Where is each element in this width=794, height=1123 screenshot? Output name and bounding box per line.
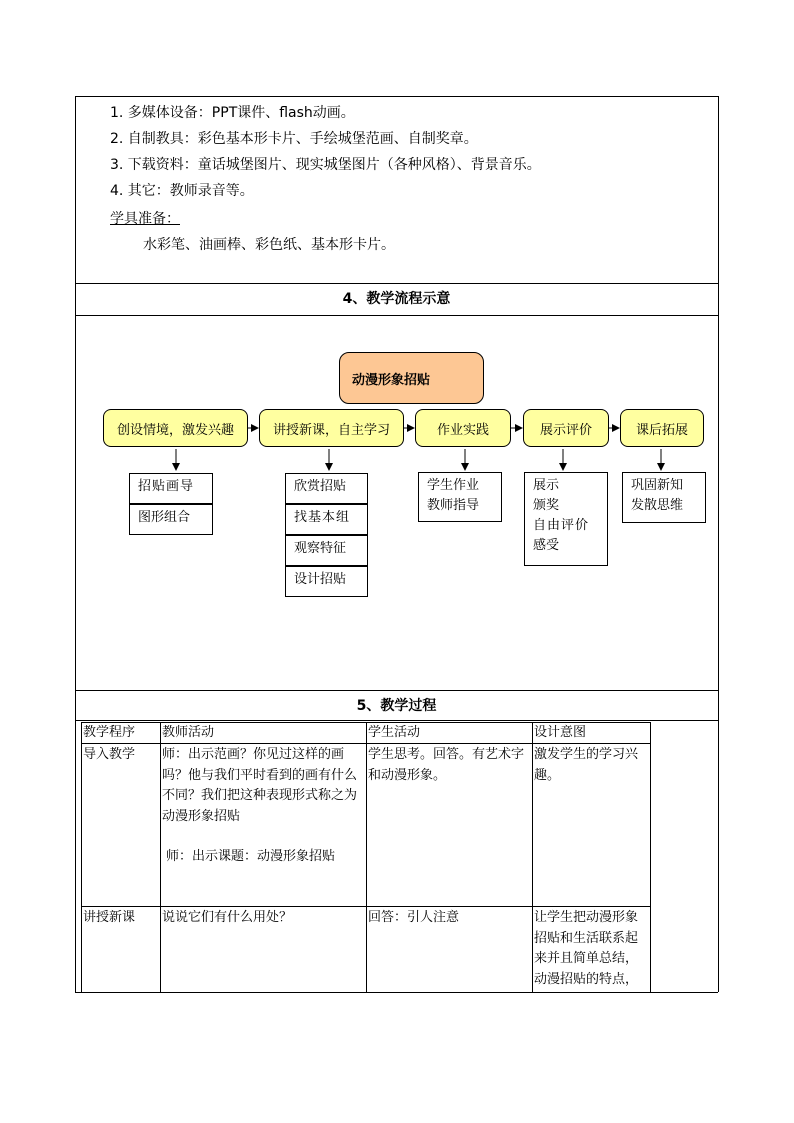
table-line (81, 906, 650, 907)
section5-title: 5、教学过程 (356, 698, 437, 714)
flow-sub1-item-2: 图形组合 (129, 504, 213, 535)
flow-sub2-item-2: 找基本组 (285, 504, 368, 535)
table-line (650, 722, 651, 992)
table-row-1-student: 学生思考。回答。有艺术字和动漫形象。 (368, 747, 525, 783)
table-row-2-student: 回答：引人注意 (368, 910, 460, 925)
table-row-1-intent: 激发学生的学习兴趣。 (534, 747, 639, 783)
flow-sub4-item-1: 展示 (533, 478, 560, 493)
flow-step-2: 讲授新课，自主学习 (259, 409, 404, 447)
flow-sub4-box (524, 472, 608, 566)
flow-sub4-item-2: 颁奖 (533, 498, 560, 513)
flow-sub3-box (418, 472, 502, 522)
flow-sub3-item-2: 教师指导 (427, 498, 480, 513)
table-row-1-teacher-2: 师：出示课题：动漫形象招贴 (166, 849, 336, 864)
flow-sub2-item-1: 欣赏招贴 (285, 473, 368, 504)
flow-step-3: 作业实践 (415, 409, 511, 447)
table-row-2-intent: 让学生把动漫形象招贴和生活联系起来并且简单总结，动漫招贴的特点， (534, 910, 639, 987)
flow-sub1-item-1: 招贴画导 (129, 473, 213, 504)
section4-title: 4、教学流程示意 (342, 291, 451, 307)
prep-item-2: 2. 自制教具：彩色基本形卡片、手绘城堡范画、自制奖章。 (110, 131, 478, 147)
table-row-2-teacher: 说说它们有什么用处？ (162, 910, 293, 925)
flow-sub2-item-3: 观察特征 (285, 535, 368, 566)
flow-step-1: 创设情境，激发兴趣 (103, 409, 248, 447)
prep-item-3: 3. 下载资料：童话城堡图片、现实城堡图片（各种风格）、背景音乐。 (110, 157, 541, 173)
flow-top-box: 动漫形象招贴 (339, 352, 484, 404)
flow-sub5-item-2: 发散思维 (631, 498, 684, 513)
table-row-1-stage: 导入教学 (83, 747, 136, 762)
prep-item-4: 4. 其它：教师录音等。 (110, 183, 254, 199)
flow-step-4: 展示评价 (523, 409, 609, 447)
table-row-2-stage: 讲授新课 (83, 910, 136, 925)
table-row-1-teacher: 师：出示范画？你见过这样的画吗？他与我们平时看到的画有什么不同？我们把这种表现形式称之为动漫形象招贴 (162, 747, 358, 824)
student-prep-items: 水彩笔、油画棒、彩色纸、基本形卡片。 (143, 237, 395, 253)
flow-sub4-item-3: 自由评价 (533, 518, 590, 533)
flow-sub2-item-4: 设计招贴 (285, 566, 368, 597)
flow-sub3-item-1: 学生作业 (427, 478, 480, 493)
table-header-intent: 设计意图 (534, 725, 587, 740)
flow-sub4-item-4: 感受 (533, 538, 560, 553)
student-prep-heading: 学具准备： (110, 211, 180, 227)
flow-sub5-box (622, 472, 706, 523)
table-header-student: 学生活动 (368, 725, 421, 740)
flow-step-5: 课后拓展 (620, 409, 704, 447)
table-header-teacher: 教师活动 (162, 725, 215, 740)
table-header-stage: 教学程序 (83, 725, 136, 740)
flow-sub5-item-1: 巩固新知 (631, 478, 684, 493)
prep-item-1: 1. 多媒体设备：PPT课件、flash动画。 (110, 105, 355, 121)
